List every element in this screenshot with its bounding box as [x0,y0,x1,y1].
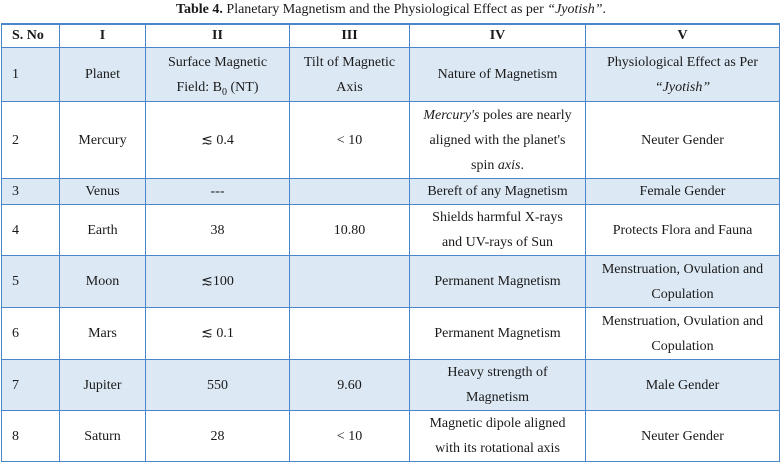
cell-sno: 6 [2,308,60,360]
cell-sno: 5 [2,256,60,308]
table-row [2,48,780,102]
field-line-a: Surface Magnetic [167,54,268,70]
nature-line-c: spin [471,157,498,173]
cell-effect [586,48,780,102]
table-caption [0,0,782,22]
cell-sno: 1 [2,48,60,102]
nature-line-b: with its rotational axis [435,441,560,456]
cell-field: ≲100 [146,256,290,308]
nature-line-b: aligned with the planet's [429,132,566,148]
caption-label: Table 4. [175,2,223,17]
cell-effect: Male Gender [586,360,780,411]
cell-sno: 7 [2,360,60,411]
nature-line-a: Magnetic dipole aligned [429,416,566,431]
cell-nature [410,102,586,179]
cell-effect: Female Gender [586,179,780,205]
cell-tilt [290,179,410,205]
header-col-4: IV [410,24,586,48]
cell-planet: Earth [60,205,146,256]
cell-effect: Neuter Gender [586,102,780,179]
nature-line-c-italic: axis [497,157,521,173]
cell-nature [410,205,586,256]
cell-field: 550 [146,360,290,411]
effect-line-b: Copulation [651,286,714,302]
cell-planet: Jupiter [60,360,146,411]
table-row [2,360,780,411]
nature-line-b: Magnetism [466,390,529,405]
effect-line-b: Copulation [651,338,714,354]
table-row [2,308,780,360]
header-col-3: III [290,24,410,48]
cell-nature: Permanent Magnetism [410,256,586,308]
table-row [2,205,780,256]
nature-line-a: Heavy strength of [447,365,548,380]
cell-planet: Saturn [60,411,146,462]
cell-tilt [290,256,410,308]
caption-italic: “Jyotish” [547,2,603,17]
effect-line-a: Menstruation, Ovulation and [601,261,764,277]
cell-planet: Mars [60,308,146,360]
cell-tilt: < 10 [290,411,410,462]
cell-nature: Nature of Magnetism [410,48,586,102]
cell-planet: Planet [60,48,146,102]
header-col-2: II [146,24,290,48]
cell-nature [410,411,586,462]
table-header-row [2,24,780,48]
cell-effect [586,256,780,308]
cell-nature: Permanent Magnetism [410,308,586,360]
caption-text: Planetary Magnetism and the Physiological Effect as per [222,2,548,17]
cell-field: 28 [146,411,290,462]
cell-effect [586,308,780,360]
nature-line-c-end: . [520,157,524,173]
planetary-magnetism-table [1,23,780,462]
nature-italic: Mercury's [423,107,480,123]
cell-field: ≲ 0.4 [146,102,290,179]
cell-tilt: 10.80 [290,205,410,256]
cell-sno: 8 [2,411,60,462]
cell-tilt [290,48,410,102]
nature-line-b: and UV-rays of Sun [441,235,554,250]
field-subscript: 0 [222,86,227,98]
cell-field [146,48,290,102]
nature-line-a: poles are nearly [479,107,572,123]
tilt-line-b: Axis [336,79,363,95]
table-row [2,411,780,462]
effect-line-a: Physiological Effect as Per [607,54,758,70]
cell-tilt: 9.60 [290,360,410,411]
field-line-b: Field: B [176,79,222,95]
cell-nature [410,360,586,411]
cell-field: --- [146,179,290,205]
cell-planet: Mercury [60,102,146,179]
nature-line-a: Shields harmful X-rays [432,210,563,225]
cell-sno: 3 [2,179,60,205]
cell-effect: Neuter Gender [586,411,780,462]
cell-tilt: < 10 [290,102,410,179]
cell-sno: 4 [2,205,60,256]
cell-field: ≲ 0.1 [146,308,290,360]
effect-line-b: “Jyotish” [654,79,711,95]
table-row [2,102,780,179]
cell-nature: Bereft of any Magnetism [410,179,586,205]
cell-planet: Venus [60,179,146,205]
cell-effect: Protects Flora and Fauna [586,205,780,256]
header-col-1: I [60,24,146,48]
table-row [2,179,780,205]
tilt-line-a: Tilt of Magnetic [303,54,396,70]
field-line-c: (NT) [227,79,259,95]
cell-planet: Moon [60,256,146,308]
caption-end: . [602,2,607,17]
header-sno: S. No [2,24,60,48]
cell-sno: 2 [2,102,60,179]
header-col-5: V [586,24,780,48]
table-row [2,256,780,308]
effect-line-a: Menstruation, Ovulation and [601,313,764,329]
cell-tilt [290,308,410,360]
cell-field: 38 [146,205,290,256]
